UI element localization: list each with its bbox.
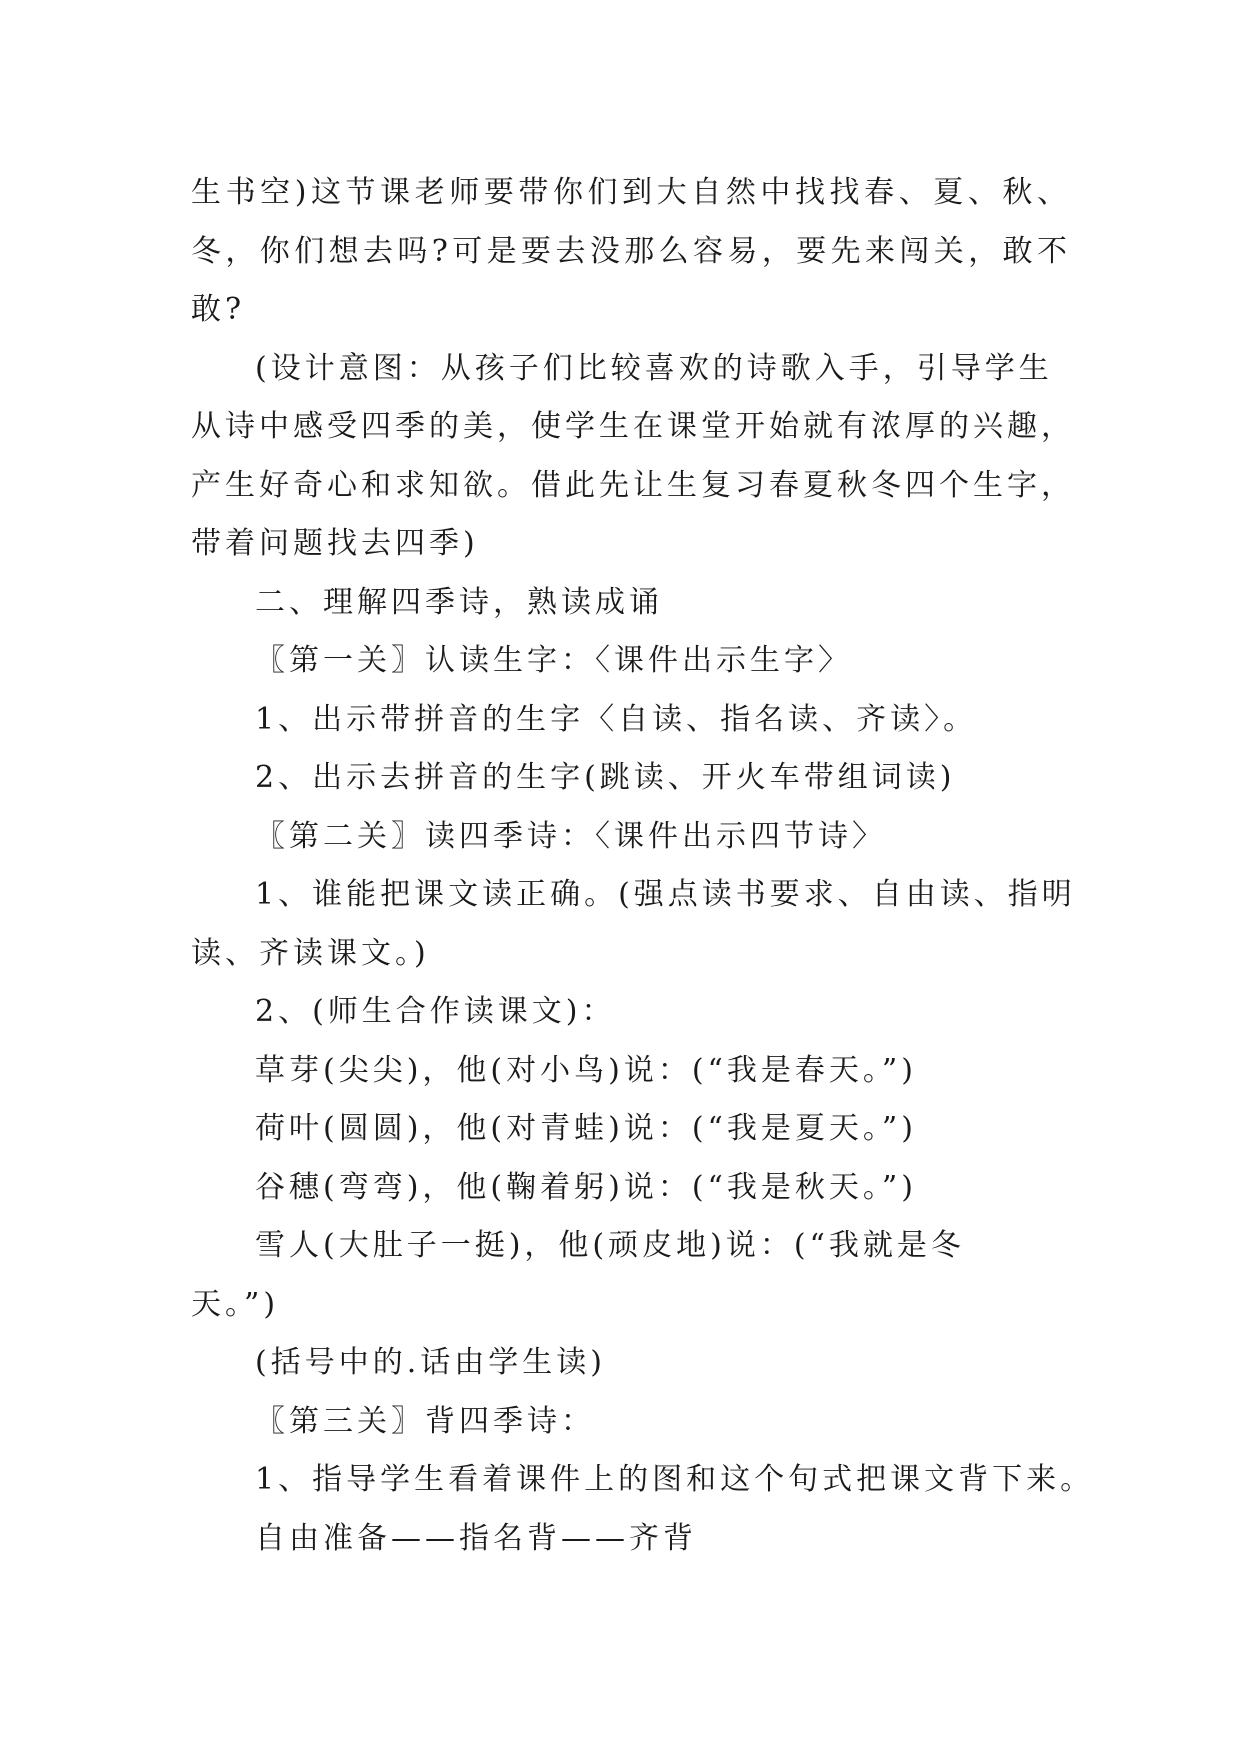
poem-line: 草芽(尖尖)，他(对小鸟)说：(“我是春天。”) [255, 1052, 917, 1088]
paragraph-line: 敢? [191, 292, 246, 327]
paragraph-line: 读、齐读课文。) [191, 935, 430, 971]
paragraph-line: 从诗中感受四季的美，使学生在课堂开始就有浓厚的兴趣， [191, 409, 1075, 444]
note-line: (括号中的.话由学生读) [255, 1345, 606, 1380]
paragraph-line: 带着问题找去四季) [191, 526, 479, 561]
section-heading: 二、理解四季诗，熟读成诵 [255, 584, 663, 620]
list-item: 2、(师生合作读课文)： [255, 994, 616, 1029]
paragraph-line: 生书空)这节课老师要带你们到大自然中找找春、夏、秋、 [191, 175, 1071, 210]
paragraph-line: 产生好奇心和求知欲。借此先让生复习春夏秋冬四个生字， [191, 467, 1075, 503]
list-item: 1、指导学生看着课件上的图和这个句式把课文背下来。 [255, 1462, 1095, 1497]
paragraph-line: (设计意图：从孩子们比较喜欢的诗歌入手，引导学生 [255, 350, 1053, 386]
poem-line: 谷穗(弯弯)，他(鞠着躬)说：(“我是秋天。”) [255, 1169, 917, 1205]
poem-line: 荷叶(圆圆)，他(对青蛙)说：(“我是夏天。”) [255, 1111, 917, 1146]
poem-line: 天。”) [191, 1286, 280, 1322]
level-heading: 〖第一关〗认读生字：〈课件出示生字〉 [255, 643, 852, 678]
level-heading: 〖第二关〗读四季诗：〈课件出示四节诗〉 [255, 818, 886, 854]
paragraph-line: 冬，你们想去吗?可是要去没那么容易，要先来闯关，敢不 [191, 233, 1071, 269]
poem-line: 雪人(大肚子一挺)，他(顽皮地)说：(“我就是冬 [255, 1228, 965, 1263]
list-item: 1、谁能把课文读正确。(强点读书要求、自由读、指明 [255, 877, 1076, 912]
level-heading: 〖第三关〗背四季诗： [255, 1403, 595, 1439]
document-body [191, 164, 1095, 1568]
paragraph-line: 自由准备——指名背——齐背 [255, 1520, 697, 1556]
list-item: 2、出示去拼音的生字(跳读、开火车带组词读) [255, 760, 956, 795]
list-item: 1、出示带拼音的生字〈自读、指名读、齐读〉。 [255, 701, 978, 737]
